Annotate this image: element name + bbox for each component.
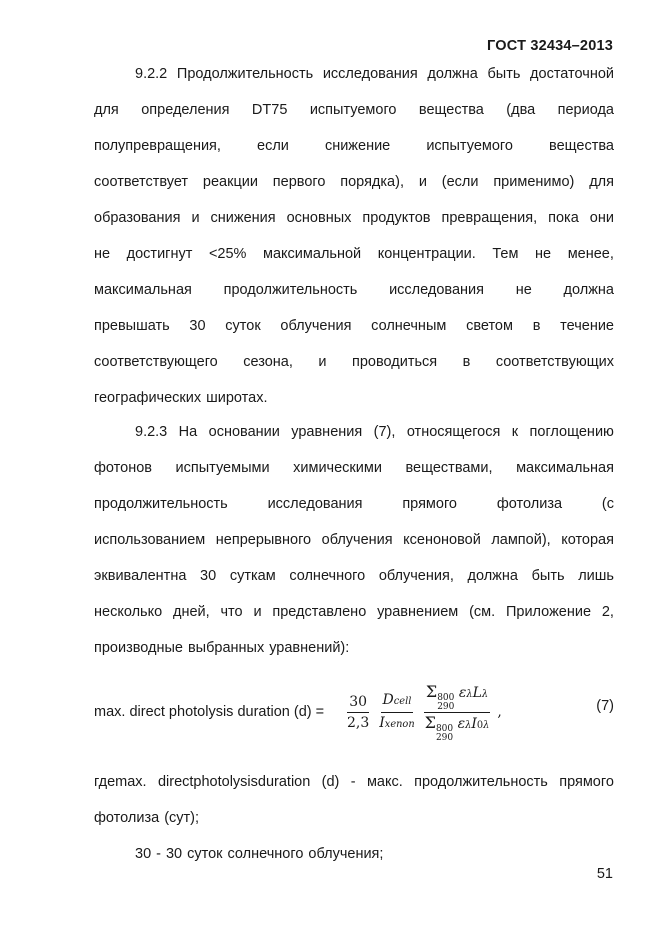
text-line (94, 244, 614, 280)
word: прямого (402, 496, 458, 512)
formula-expression (345, 681, 502, 743)
word: облучения (280, 318, 352, 334)
word: соответствует (94, 174, 189, 190)
word: - (156, 846, 161, 862)
word: 30 (189, 318, 206, 334)
word: (если (441, 174, 479, 190)
word: снижения (210, 210, 276, 226)
word: суткам (229, 568, 276, 584)
word: прямого (559, 774, 614, 790)
word: и (318, 354, 327, 370)
word: относящегося (406, 424, 501, 440)
word: 30 (135, 846, 152, 862)
word: превращения, (441, 210, 538, 226)
word: 9.2.3 (135, 424, 168, 440)
word: облучения, (378, 568, 454, 584)
word: исследования (322, 66, 418, 82)
formula-7 (94, 681, 614, 743)
word: концентрации. (377, 246, 476, 262)
word: использованием (94, 532, 206, 548)
word: соответствующего (94, 354, 218, 370)
word: Приложение (505, 604, 592, 620)
word: ксеноновой (403, 532, 481, 548)
word: географических (94, 390, 202, 406)
sum-numerator: Σ 800 290 ελLλ (425, 681, 489, 712)
word: продолжительность (223, 282, 358, 298)
text-line (94, 458, 614, 494)
word: достаточной (530, 66, 614, 82)
word: DT75 (251, 102, 288, 118)
word: не (94, 246, 111, 262)
word: и (253, 604, 262, 620)
word: облучения; (308, 846, 384, 862)
word: сезона, (243, 354, 293, 370)
word: лишь (578, 568, 614, 584)
word: уравнения (291, 424, 363, 440)
word: периода (557, 102, 614, 118)
word: фотолиза (94, 810, 160, 826)
text-line (94, 772, 614, 808)
word: реакции (202, 174, 258, 190)
text-line (94, 638, 614, 674)
word: продолжительность (94, 496, 228, 512)
page-number: 51 (596, 866, 613, 882)
word: представлено (272, 604, 367, 620)
word: должна (427, 66, 478, 82)
i-xenon-term: Ixenon (379, 714, 415, 731)
word: максимальная (516, 460, 614, 476)
word: эквивалентна (94, 568, 187, 584)
word: светом (466, 318, 513, 334)
text-line (94, 208, 614, 244)
word: исследования (267, 496, 363, 512)
word: и (418, 174, 427, 190)
word: фотолиза (496, 496, 563, 512)
paragraph-9-2-2 (94, 64, 614, 424)
text-line (94, 602, 614, 638)
word: порядка), (340, 174, 404, 190)
word: первого (272, 174, 326, 190)
word: исследования (389, 282, 484, 298)
word: полупревращения, (94, 138, 221, 154)
word: уравнением (377, 604, 459, 620)
word: если (257, 138, 289, 154)
word: веществами, (405, 460, 493, 476)
formula-comma: , (497, 704, 502, 720)
word: превышать (94, 318, 170, 334)
word: снижение (324, 138, 391, 154)
word: гдеmax. (94, 774, 147, 790)
text-line (94, 100, 614, 136)
sum-denominator: Σ 800 290 ελI0λ (424, 712, 490, 743)
word: основании (208, 424, 280, 440)
word: химическими (293, 460, 382, 476)
word: непрерывного (215, 532, 312, 548)
word: уравнений): (269, 640, 350, 656)
word: солнечного (227, 846, 304, 862)
word: не (535, 246, 552, 262)
word: применимо) (493, 174, 575, 190)
formula-label: max. direct photolysis duration (d) = (94, 704, 325, 720)
word: в (462, 354, 471, 370)
word: <25% (208, 246, 247, 262)
text-line (94, 64, 614, 100)
definitions (94, 772, 614, 880)
word: 2, (601, 604, 614, 620)
cell-xenon-fraction (377, 690, 416, 735)
word: (7), (373, 424, 396, 440)
coefficient-numerator: 30 (347, 692, 369, 713)
word: продуктов (362, 210, 431, 226)
word: фотонов (94, 460, 152, 476)
d-cell-term: Dcell (381, 690, 414, 713)
word: вещества (418, 102, 484, 118)
word: не (515, 282, 532, 298)
word: которая (561, 532, 614, 548)
text-line (94, 422, 614, 458)
word: 30 (165, 846, 183, 862)
word: производные (94, 640, 183, 656)
text-line (94, 136, 614, 172)
word: быть (531, 568, 565, 584)
word: 30 (200, 568, 217, 584)
word: На (178, 424, 198, 440)
word: должна (563, 282, 614, 298)
word: лампой), (491, 532, 551, 548)
word: несколько (94, 604, 163, 620)
word: Продолжительность (176, 66, 314, 82)
word: испытуемыми (175, 460, 270, 476)
word: испытуемого (426, 138, 513, 154)
word: основных (286, 210, 352, 226)
word: и (191, 210, 200, 226)
word: они (589, 210, 614, 226)
text-line (94, 494, 614, 530)
word: что (220, 604, 243, 620)
word: для (94, 102, 119, 118)
word: суток (225, 318, 261, 334)
word: образования (94, 210, 181, 226)
word: - (350, 774, 356, 790)
word: должна (467, 568, 518, 584)
word: солнечного (289, 568, 366, 584)
word: широтах. (206, 390, 268, 406)
text-line (94, 566, 614, 602)
coefficient-fraction (345, 692, 371, 733)
word: выбранных (187, 640, 265, 656)
word: суток (187, 846, 223, 862)
text-line (94, 280, 614, 316)
word: вещества (549, 138, 614, 154)
word: облучения (321, 532, 393, 548)
word: поглощению (529, 424, 614, 440)
word: максимальной (263, 246, 362, 262)
text-line (94, 352, 614, 388)
word: соответствующих (495, 354, 614, 370)
paragraph-9-2-3 (94, 422, 614, 674)
text-line (94, 844, 614, 880)
word: (с (601, 496, 614, 512)
text-line (94, 316, 614, 352)
word: достигнут (126, 246, 193, 262)
word: к (511, 424, 519, 440)
coefficient-denominator: 2,3 (347, 714, 370, 731)
word: продолжительность (414, 774, 548, 790)
word: макс. (366, 774, 403, 790)
formula-number: (7) (596, 698, 614, 714)
text-line (94, 530, 614, 566)
text-line (94, 172, 614, 208)
word: в (532, 318, 541, 334)
sum-ratio-fraction (423, 682, 492, 743)
document-standard-header: ГОСТ 32434–2013 (487, 38, 613, 54)
word: (два (506, 102, 536, 118)
word: (см. (469, 604, 496, 620)
word: максимальная (94, 282, 192, 298)
word: для (589, 174, 614, 190)
word: солнечным (371, 318, 447, 334)
word: испытуемого (309, 102, 397, 118)
word: быть (487, 66, 521, 82)
word: менее, (567, 246, 614, 262)
word: течение (560, 318, 614, 334)
word: (d) (321, 774, 340, 790)
word: Тем (492, 246, 519, 262)
word: проводиться (352, 354, 438, 370)
word: 9.2.2 (135, 66, 168, 82)
word: пока (548, 210, 579, 226)
text-line (94, 808, 614, 844)
word: (сут); (164, 810, 200, 826)
text-line (94, 388, 614, 424)
word: дней, (173, 604, 210, 620)
word: directphotolysisduration (157, 774, 311, 790)
word: определения (141, 102, 230, 118)
